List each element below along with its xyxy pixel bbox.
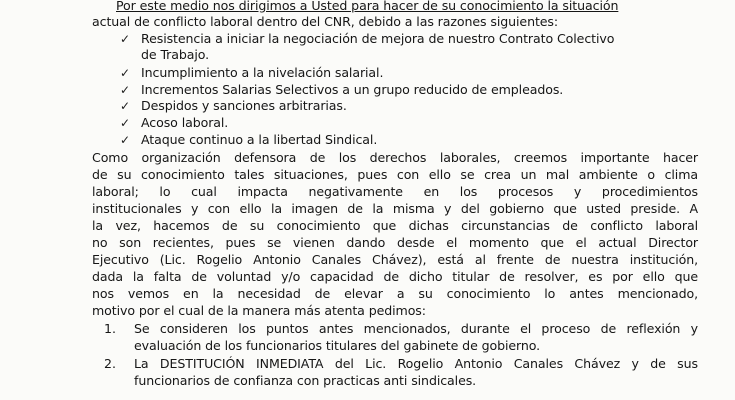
- check-icon: ✓: [120, 83, 131, 97]
- reason-item: Incumplimiento a la nivelación salarial.: [141, 65, 384, 80]
- body-line: motivo por el cual de la manera más atenta pedimos:: [92, 303, 426, 318]
- check-icon: ✓: [120, 99, 131, 113]
- intro-line: [116, 0, 724, 14]
- check-icon: ✓: [120, 66, 131, 80]
- body-line: nos vemos en la necesidad de elevar a su conocimiento lo antes mencionado,: [92, 286, 698, 301]
- check-icon: ✓: [120, 133, 131, 147]
- body-line: de su conocimiento tales situaciones, pues con ello se crea un mal ambiente o clima: [92, 167, 698, 182]
- intro-line: actual de conflicto laboral dentro del CNR, debido a las razones siguientes:: [92, 14, 559, 29]
- reason-item: Resistencia a iniciar la negociación de mejora de nuestro Contrato Colectivo: [141, 31, 615, 46]
- body-line: institucionales y con ello la imagen de la misma y del gobierno que usted preside. A: [92, 201, 698, 216]
- request-line: funcionarios de confianza con practicas anti sindicales.: [134, 373, 477, 388]
- body-line: no son recientes, pues se vienen dando desde el momento que el actual Director: [92, 235, 698, 250]
- request-line: La DESTITUCIÓN INMEDIATA del Lic. Rogelio Antonio Canales Chávez y de sus: [134, 356, 698, 371]
- reason-item: Acoso laboral.: [141, 115, 229, 130]
- body-line: Ejecutivo (Lic. Rogelio Antonio Canales Chávez), está al frente de nuestra institución,: [92, 252, 698, 267]
- request-line: Se consideren los puntos antes mencionados, durante el proceso de reflexión y: [134, 321, 698, 336]
- reason-item-continuation: de Trabajo.: [141, 47, 210, 62]
- request-number: 2.: [104, 356, 117, 371]
- check-icon: ✓: [120, 116, 131, 130]
- request-line: evaluación de los funcionarios titulares del gabinete de gobierno.: [134, 338, 541, 353]
- body-line: laboral; lo cual impacta negativamente en los procesos y procedimientos: [92, 184, 698, 199]
- body-line: Como organización defensora de los derechos laborales, creemos importante hacer: [92, 150, 698, 165]
- reason-item: Incrementos Salarias Selectivos a un grupo reducido de empleados.: [141, 82, 564, 97]
- check-icon: ✓: [120, 32, 131, 46]
- reason-item: Despidos y sanciones arbitrarias.: [141, 98, 347, 113]
- body-line: la vez, hacemos de su conocimiento que dichas circunstancias de conflicto laboral: [92, 218, 698, 233]
- body-line: dada la falta de voluntad y/o capacidad de dicho titular de resolver, es por ello que: [92, 269, 698, 284]
- intro-line-text: Por este medio nos dirigimos a Usted para hacer de su conocimiento la situación: [116, 0, 619, 13]
- request-number: 1.: [104, 321, 117, 336]
- reason-item: Ataque continuo a la libertad Sindical.: [141, 132, 378, 147]
